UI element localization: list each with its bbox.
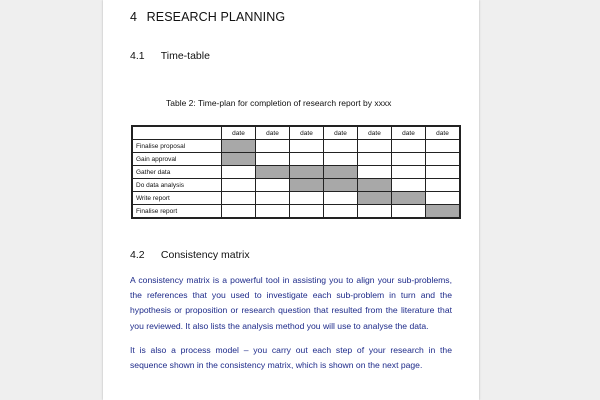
timetable-cell-empty [358,140,392,153]
timetable-cell-empty [290,205,324,219]
chapter-number: 4 [130,10,138,24]
section-title: Time-table [160,50,210,62]
timetable-cell-empty [358,166,392,179]
timetable-task-label: Finalise report [132,205,222,219]
timetable-task-label: Gather data [132,166,222,179]
timetable-task-label: Write report [132,192,222,205]
timetable-cell-empty [290,140,324,153]
timetable-column-header: date [426,126,461,140]
timetable-row [132,192,460,205]
section-number: 4.2 [130,249,145,261]
timetable-cell-empty [324,205,358,219]
timetable-column-header: date [290,126,324,140]
timetable-task-label: Gain approval [132,153,222,166]
timetable-cell-empty [324,140,358,153]
timetable-cell-scheduled [290,179,324,192]
timetable-cell-empty [256,140,290,153]
timetable-row [132,166,460,179]
timetable-column-header: date [392,126,426,140]
timetable-cell-empty [290,192,324,205]
timetable-column-header: date [358,126,392,140]
timetable-task-label: Do data analysis [132,179,222,192]
paragraph-process-model: It is also a process model – you carry out each step of your research in the sequence shown in the consistency matrix, which is shown on the next page. [130,345,452,371]
timetable-cell-empty [222,179,256,192]
timetable-cell-empty [222,192,256,205]
timetable-cell-empty [358,153,392,166]
timetable [131,125,461,219]
timetable-row [132,153,460,166]
timetable-cell-scheduled [324,179,358,192]
section-title: Consistency matrix [160,249,250,261]
timetable-cell-scheduled [290,166,324,179]
timetable-column-header: date [222,126,256,140]
chapter-title: RESEARCH PLANNING [146,10,286,24]
timetable-cell-empty [392,153,426,166]
timetable-cell-empty [256,205,290,219]
timetable-cell-empty [222,166,256,179]
table-caption: Table 2: Time-plan for completion of research report by xxxx [166,98,392,108]
timetable-header-row [132,126,460,140]
timetable-cell-empty [324,192,358,205]
timetable-cell-empty [222,205,256,219]
timetable-body [132,140,460,219]
timetable-cell-empty [392,179,426,192]
timetable-corner-cell [132,126,222,140]
timetable-column-header: date [256,126,290,140]
timetable-cell-scheduled [222,140,256,153]
timetable-cell-empty [426,166,461,179]
timetable-cell-empty [426,192,461,205]
timetable-cell-empty [392,205,426,219]
section-heading-consistency [130,249,250,261]
timetable-cell-scheduled [426,205,461,219]
timetable-cell-empty [426,153,461,166]
timetable-cell-scheduled [358,192,392,205]
timetable-cell-scheduled [358,179,392,192]
timetable-cell-empty [392,140,426,153]
chapter-heading [130,10,285,24]
timetable-column-header: date [324,126,358,140]
timetable-cell-scheduled [256,166,290,179]
timetable-cell-empty [426,179,461,192]
timetable-cell-empty [392,166,426,179]
timetable-row [132,205,460,219]
timetable-cell-empty [426,140,461,153]
timetable-cell-empty [256,153,290,166]
timetable-cell-scheduled [222,153,256,166]
paragraph-consistency-matrix: A consistency matrix is a powerful tool in assisting you to align your sub-problems, the references that you used to investigate each sub-problem in turn and the hypothesis or proposition or research question that resulted from the literature that you reviewed. It also lists the analysis method you will use to analyse the data. [130,275,452,331]
timetable-cell-empty [256,192,290,205]
timetable-cell-scheduled [324,166,358,179]
timetable-cell-empty [290,153,324,166]
section-number: 4.1 [130,50,145,62]
timetable-task-label: Finalise proposal [132,140,222,153]
timetable-cell-empty [256,179,290,192]
timetable-row [132,179,460,192]
timetable-cell-empty [324,153,358,166]
timetable-cell-scheduled [392,192,426,205]
timetable-cell-empty [358,205,392,219]
section-heading-timetable [130,50,210,62]
timetable-row [132,140,460,153]
